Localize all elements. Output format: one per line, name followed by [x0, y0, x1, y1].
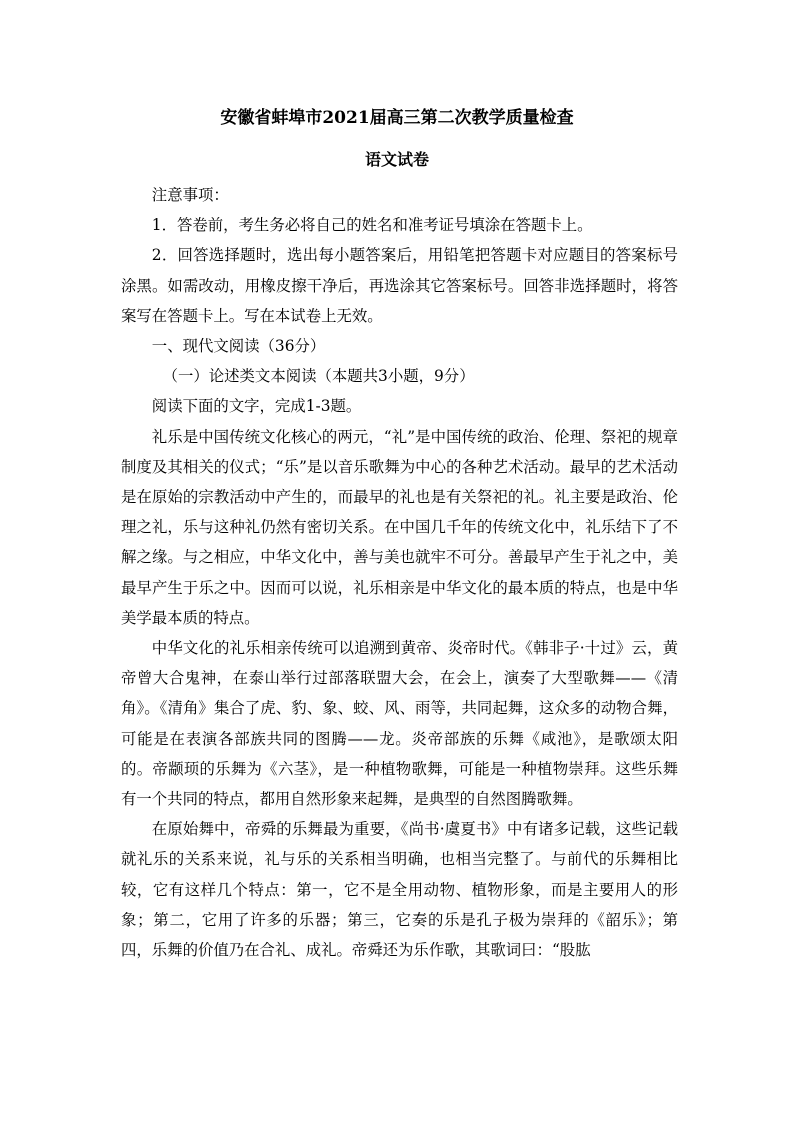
- notice-item-1: 1．答卷前，考生务必将自己的姓名和准考证号填涂在答题卡上。: [151, 216, 593, 235]
- section-heading-modern-reading: 一、现代文阅读（36分）: [151, 337, 326, 356]
- document-subtitle: 语文试卷: [364, 150, 429, 169]
- notice-item-2: 2．回答选择题时，选出每小题答案后，用铅笔把答题卡对应题目的答案标号涂黑。如需改动，用橡皮擦干净后，再选涂其它答案标号。回答非选择题时，将答案写在答题卡上。写在本试卷上无效。: [121, 246, 678, 325]
- document-title: 安徽省蚌埠市2021届高三第二次教学质量检查: [220, 108, 574, 128]
- reading-instruction: 阅读下面的文字，完成1-3题。: [151, 397, 362, 416]
- passage-paragraph-1: 礼乐是中国传统文化核心的两元，“礼”是中国传统的政治、伦理、祭祀的规章制度及其相关的仪式；“乐”是以音乐歌舞为中心的各种艺术活动。最早的艺术活动是在原始的宗教活动中产生的，而最早的礼也是有关祭祀的礼。礼主要是政治、伦理之礼，乐与这种礼仍然有密切关系。在中国几千年的传统文化中，礼乐结下了不解之缘。与之相应，中华文化中，善与美也就牢不可分。善最早产生于礼之中，美最早产生于乐之中。因而可以说，礼乐相亲是中华文化的最本质的特点，也是中华美学最本质的特点。: [121, 427, 678, 627]
- notice-heading: 注意事项：: [151, 186, 229, 204]
- document-body: [121, 180, 678, 965]
- passage-paragraph-2: 中华文化的礼乐相亲传统可以追溯到黄帝、炎帝时代。《韩非子·十过》云，黄帝曾大合鬼神，在泰山举行过部落联盟大会，在会上，演奏了大型歌舞——《清角》。《清角》集合了虎、豹、象、蛟、风、雨等，共同起舞，这众多的动物合舞，可能是在表演各部族共同的图腾——龙。炎帝部族的乐舞《咸池》，是歌颂太阳的。帝颛顼的乐舞为《六茎》，是一种植物歌舞，可能是一种植物崇拜。这些乐舞有一个共同的特点，都用自然形象来起舞，是典型的自然图腾歌舞。: [121, 639, 678, 809]
- subsection-heading-argumentative: （一）论述类文本阅读（本题共3小题，9分）: [162, 367, 475, 386]
- passage-paragraph-3: 在原始舞中，帝舜的乐舞最为重要，《尚书·虞夏书》中有诸多记载，这些记载就礼乐的关系来说，礼与乐的关系相当明确，也相当完整了。与前代的乐舞相比较，它有这样几个特点：第一，它不是全用动物、植物形象，而是主要用人的形象；第二，它用了许多的乐器；第三，它奏的乐是孔子极为崇拜的《韶乐》；第四，乐舞的价值乃在合礼、成礼。帝舜还为乐作歌，其歌词曰：“股肱: [121, 820, 678, 960]
